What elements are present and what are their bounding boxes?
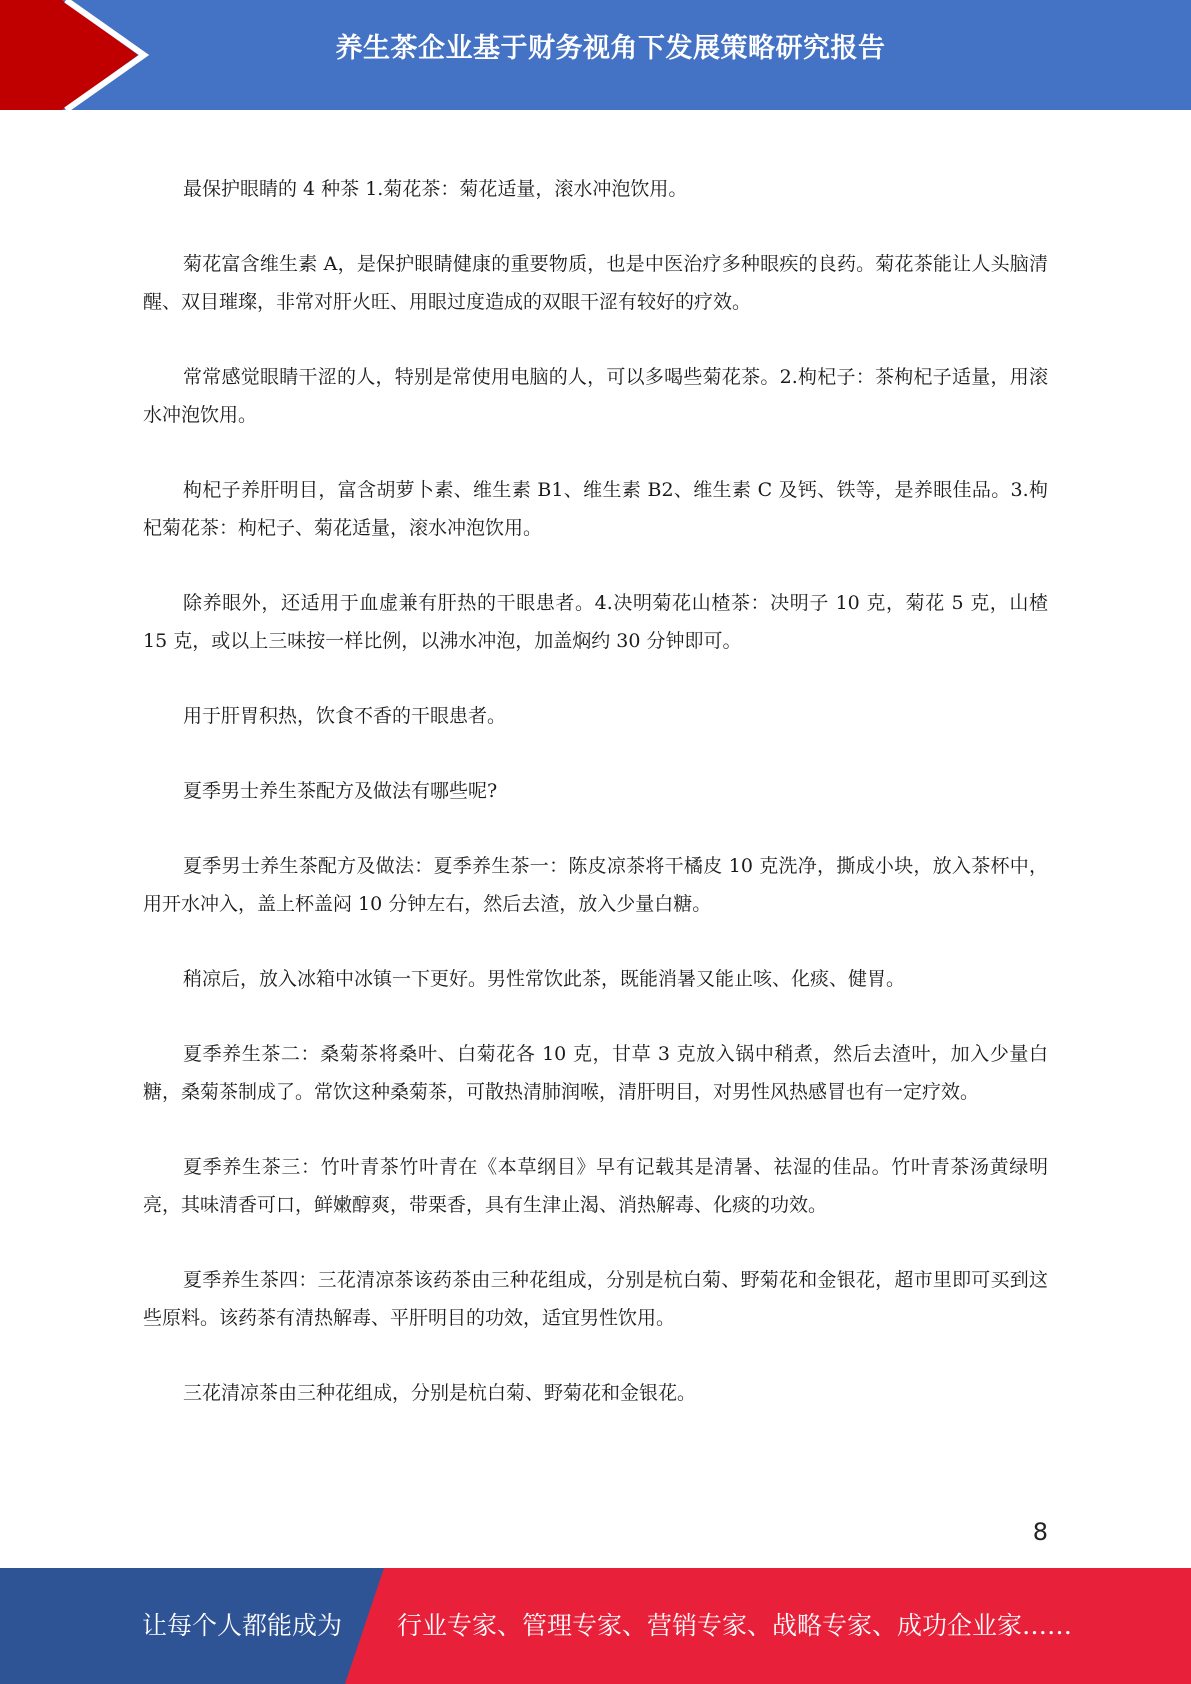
document-title: 养生茶企业基于财务视角下发展策略研究报告 [335,33,886,64]
paragraph: 夏季养生茶三：竹叶青茶竹叶青在《本草纲目》早有记载其是清暑、祛湿的佳品。竹叶青茶汤黄绿明亮，其味清香可口，鲜嫩醇爽，带栗香，具有生津止渴、消热解毒、化痰的功效。 [143,1156,1048,1216]
paragraph: 夏季男士养生茶配方及做法：夏季养生茶一：陈皮凉茶将干橘皮 10 克洗净，撕成小块，放入茶杯中，用开水冲入，盖上杯盖闷 10 分钟左右，然后去渣，放入少量白糖。 [143,855,1048,915]
page-header [0,0,1191,110]
paragraph: 三花清凉茶由三种花组成，分别是杭白菊、野菊花和金银花。 [183,1382,697,1404]
footer-slogan-left: 让每个人都能成为 [142,1611,343,1640]
paragraph: 常常感觉眼睛干涩的人，特别是常使用电脑的人，可以多喝些菊花茶。2.枸杞子：茶枸杞子适量，用滚水冲泡饮用。 [143,366,1048,426]
page-footer [0,1568,1191,1684]
page-number: 8 [1032,1518,1048,1546]
paragraph: 枸杞子养肝明目，富含胡萝卜素、维生素 B1、维生素 B2、维生素 C 及钙、铁等，是养眼佳品。3.枸杞菊花茶：枸杞子、菊花适量，滚水冲泡饮用。 [143,479,1048,539]
paragraph: 夏季养生茶四：三花清凉茶该药茶由三种花组成，分别是杭白菊、野菊花和金银花，超市里即可买到这些原料。该药茶有清热解毒、平肝明目的功效，适宜男性饮用。 [143,1269,1048,1329]
paragraph: 最保护眼睛的 4 种茶 1.菊花茶：菊花适量，滚水冲泡饮用。 [183,178,688,200]
paragraph: 夏季养生茶二：桑菊茶将桑叶、白菊花各 10 克，甘草 3 克放入锅中稍煮，然后去渣叶，加入少量白糖，桑菊茶制成了。常饮这种桑菊茶，可散热清肺润喉，清肝明目，对男性风热感冒也有一定疗效。 [143,1043,1048,1103]
paragraph: 菊花富含维生素 A，是保护眼睛健康的重要物质，也是中医治疗多种眼疾的良药。菊花茶能让人头脑清醒、双目璀璨，非常对肝火旺、用眼过度造成的双眼干涩有较好的疗效。 [143,253,1048,313]
footer-slogan-right: 行业专家、管理专家、营销专家、战略专家、成功企业家…… [397,1611,1073,1640]
paragraph: 夏季男士养生茶配方及做法有哪些呢? [183,780,498,802]
paragraph: 除养眼外，还适用于血虚兼有肝热的干眼患者。4.决明菊花山楂茶：决明子 10 克，菊花 5 克，山楂 15 克，或以上三味按一样比例，以沸水冲泡，加盖焖约 30 分钟即可。 [143,592,1048,652]
paragraph: 用于肝胃积热，饮食不香的干眼患者。 [183,705,507,727]
paragraph: 稍凉后，放入冰箱中冰镇一下更好。男性常饮此茶，既能消暑又能止咳、化痰、健胃。 [183,968,906,990]
document-body [143,170,1048,1449]
